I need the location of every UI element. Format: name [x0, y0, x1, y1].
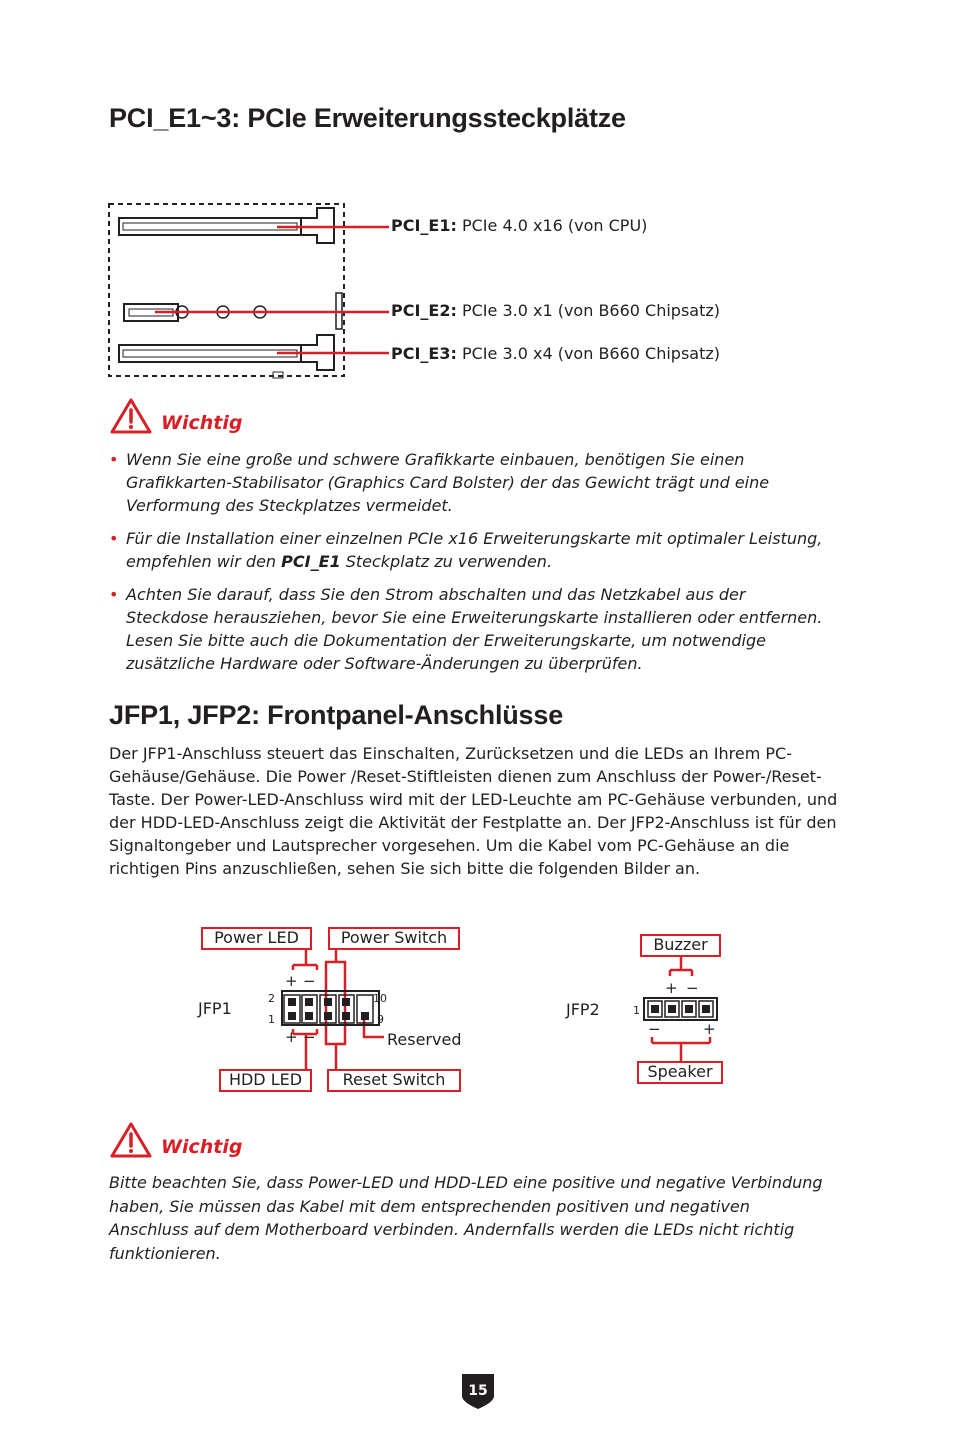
power-led-minus: − [303, 972, 316, 990]
label-reset-switch: Reset Switch [327, 1069, 461, 1092]
section-title-pcie: PCI_E1~3: PCIe Erweiterungssteckplätze [109, 103, 626, 133]
pin-10-label: 10 [373, 992, 387, 1005]
slot-label-pci-e2 [391, 301, 720, 320]
label-hdd-led: HDD LED [219, 1069, 312, 1092]
pin-9-label: 9 [377, 1013, 384, 1026]
label-speaker: Speaker [637, 1061, 723, 1084]
pin-2-label: 2 [268, 992, 275, 1005]
section-title-frontpanel: JFP1, JFP2: Frontpanel-Anschlüsse [109, 700, 564, 730]
list-item [109, 583, 829, 675]
slot-label-pci-e3 [391, 344, 720, 363]
list-item-text: Steckplatz zu verwenden. [340, 552, 553, 571]
slot-pci-e1 [119, 208, 334, 243]
slot-desc: PCIe 4.0 x16 (von CPU) [461, 216, 648, 235]
slot-name: PCI_E2: [391, 301, 457, 320]
hdd-led-minus: − [303, 1028, 316, 1046]
buzzer-minus: − [686, 979, 699, 997]
slot-name: PCI_E1: [391, 216, 457, 235]
jfp2-pin-1-label: 1 [633, 1004, 640, 1017]
warning-icon [109, 397, 153, 435]
page-number-badge [458, 1371, 498, 1411]
warning-list [109, 448, 829, 685]
label-power-led: Power LED [201, 927, 312, 950]
power-led-plus: + [285, 972, 298, 990]
warning-icon [109, 1121, 153, 1159]
speaker-plus: + [703, 1020, 716, 1038]
list-item-text: Für die Installation einer einzelnen PCIe x16 Erweiterungskarte mit optimaler Leistung, empfehlen wir den [126, 529, 823, 571]
label-power-switch: Power Switch [328, 927, 460, 950]
list-item [109, 527, 829, 573]
slot-name: PCI_E3: [391, 344, 457, 363]
hdd-led-plus: + [285, 1028, 298, 1046]
warning-title: Wichtig [161, 412, 243, 434]
pin-1-label: 1 [268, 1013, 275, 1026]
slot-desc: PCIe 3.0 x4 (von B660 Chipsatz) [461, 344, 721, 363]
jfp2-label: JFP2 [566, 1000, 600, 1019]
jfp1-label: JFP1 [198, 999, 232, 1018]
slot-desc: PCIe 3.0 x1 (von B660 Chipsatz) [461, 301, 721, 320]
pointer-line-extensions [354, 220, 390, 360]
list-item [109, 448, 829, 517]
list-item-text: Achten Sie darauf, dass Sie den Strom abschalten und das Netzkabel aus der Steckdose herausziehen, bevor Sie eine Erweiterungskarte installieren oder entfernen. Lesen Sie bitte auch die Dokumentation der Erweiterungskarte, um notwendige zusätzliche Hardware oder Software-Änderungen zu überprüfen. [126, 585, 823, 673]
list-item-bold: PCI_E1 [281, 552, 341, 571]
label-reserved: Reserved [387, 1030, 462, 1049]
pcie-slots-diagram [105, 196, 355, 382]
speaker-minus: − [648, 1020, 661, 1038]
slot-label-pci-e1 [391, 216, 647, 235]
jfp1-header-diagram [260, 950, 390, 1070]
jfp2-header-diagram [628, 957, 728, 1061]
list-item-text: Wenn Sie eine große und schwere Grafikkarte einbauen, benötigen Sie einen Grafikkarten-Stabilisator (Graphics Card Bolster) der das Gewicht trägt und eine Verformung des Steckplatzes vermeidet. [126, 450, 770, 515]
frontpanel-description: Der JFP1-Anschluss steuert das Einschalten, Zurücksetzen und die LEDs an Ihrem PC-Gehäuse/Gehäuse. Die Power /Reset-Stiftleisten dienen zum Anschluss der Power-/Reset-Taste. Der Power-LED-Anschluss wird mit der LED-Leuchte am PC-Gehäuse verbunden, und der HDD-LED-Anschluss zeigt die Aktivität der Festplatte an. Der JFP2-Anschluss ist für den Signaltongeber und Lautsprecher vorgesehen. Um die Kabel vom PC-Gehäuse an die richtigen Pins anzuschließen, sehen Sie sich bitte die folgenden Bilder an. [109, 744, 838, 878]
page-number: 15 [468, 1383, 488, 1399]
buzzer-plus: + [665, 979, 678, 997]
label-buzzer: Buzzer [640, 934, 721, 957]
warning-title: Wichtig [161, 1136, 243, 1158]
slot-pci-e3 [119, 335, 334, 378]
warning-note: Bitte beachten Sie, dass Power-LED und HDD-LED eine positive und negative Verbindung haben, Sie müssen das Kabel mit dem entsprechenden positiven und negativen Anschluss auf dem Motherboard verbinden. Andernfalls werden die LEDs nicht richtig funktionieren. [109, 1173, 823, 1263]
